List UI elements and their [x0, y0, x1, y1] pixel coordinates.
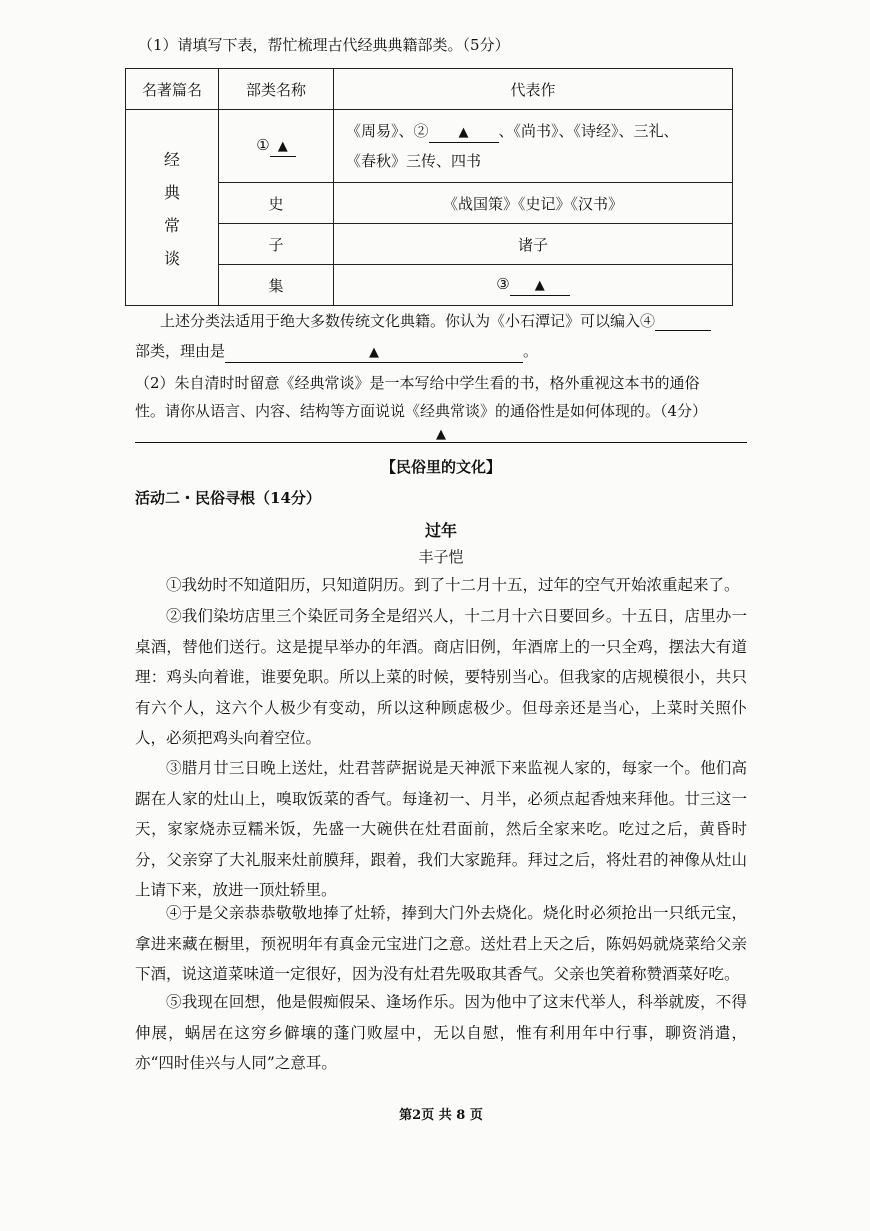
follow-up-text: 。 — [523, 342, 539, 360]
table-header-row — [126, 69, 733, 110]
answer-blank-reason[interactable] — [225, 342, 523, 363]
section-title: 【民俗里的文化】 — [380, 458, 501, 476]
follow-up-line-2 — [135, 340, 538, 363]
table-row — [126, 110, 733, 183]
answer-blank-1[interactable] — [270, 136, 296, 157]
essay-paragraph-1: ①我幼时不知道阳历，只知道阴历。到了十二月十五，过年的空气开始浓重起来了。 — [166, 576, 740, 594]
answer-blank-3[interactable] — [510, 275, 570, 296]
essay-author: 丰子恺 — [418, 548, 464, 566]
essay-title: 过年 — [424, 521, 457, 540]
book-char: 谈 — [163, 248, 180, 268]
book-char: 典 — [163, 182, 180, 202]
header-representative: 代表作 — [334, 69, 733, 110]
page-footer: 第2页 共 8 页 — [399, 1108, 483, 1123]
representative-cell-3: 诸子 — [334, 224, 733, 265]
answer-blank-2[interactable] — [429, 122, 499, 143]
rep-text: 《春秋》三传、四书 — [346, 152, 482, 170]
header-book: 名著篇名 — [126, 69, 219, 110]
essay-paragraph-5: ⑤我现在回想，他是假痴假呆、逢场作乐。因为他中了这末代举人，科举就废，不得伸展，蜗居在这穷乡僻壤的蓬门败屋中，无以自慰，惟有利用年中行事，聊资消遣，亦“四时佳兴与人同”之意耳。 — [135, 993, 747, 1072]
question-2-line-2: 性。请你从语言、内容、结构等方面说说《经典常谈》的通俗性是如何体现的。（4分） — [135, 402, 708, 420]
rep-text: 《周易》、② — [346, 122, 429, 140]
book-name-cell — [126, 110, 219, 306]
representative-cell-4 — [334, 265, 733, 306]
blank-number-3: ③ — [496, 274, 510, 293]
header-category: 部类名称 — [219, 69, 334, 110]
essay-paragraph-2: ②我们染坊店里三个染匠司务全是绍兴人，十二月十六日要回乡。十五日，店里办一桌酒，替他们送行。这是提早举办的年酒。商店旧例，年酒席上的一只全鸡，摆法大有道理：鸡头向着谁，谁要免职。所以上菜的时候，要特别当心。但我家的店规模很小，共只有六个人，这六个人极少有变动，所以这种顾虑极少。但母亲还是当心，上菜时关照仆人，必须把鸡头向着空位。 — [135, 607, 747, 747]
activity-heading: 活动二・民俗寻根（14分） — [135, 489, 321, 507]
category-cell-4: 集 — [219, 265, 334, 306]
representative-cell-2: 《战国策》《史记》《汉书》 — [334, 183, 733, 224]
category-cell-1 — [219, 110, 334, 183]
blank-number-1: ① — [256, 135, 270, 154]
answer-blank-4[interactable] — [655, 312, 711, 331]
follow-up-line-1 — [160, 310, 711, 331]
follow-up-text: 部类，理由是 — [135, 342, 226, 360]
triangle-icon: ▲ — [369, 345, 380, 360]
triangle-icon: ▲ — [458, 125, 469, 140]
category-cell-2: 史 — [219, 183, 334, 224]
classics-table — [125, 68, 733, 306]
follow-up-text: 上述分类法适用于绝大多数传统文化典籍。你认为《小石潭记》可以编入④ — [160, 312, 656, 330]
representative-cell-1 — [334, 110, 733, 183]
answer-line-q2[interactable] — [135, 424, 747, 443]
book-char: 经 — [163, 149, 180, 169]
book-char: 常 — [163, 215, 180, 235]
question-2-line-1: （2）朱自清时时留意《经典常谈》是一本写给中学生看的书，格外重视这本书的通俗 — [135, 374, 700, 392]
triangle-icon: ▲ — [534, 277, 545, 293]
category-cell-3: 子 — [219, 224, 334, 265]
rep-text: 、《尚书》、《诗经》、三礼、 — [498, 122, 679, 140]
essay-paragraph-3: ③腊月廿三日晚上送灶，灶君菩萨据说是天神派下来监视人家的，每家一个。他们高踞在人家的灶山上，嗅取饭菜的香气。每逢初一、月半，必须点起香烛来拜他。廿三这一天，家家烧赤豆糯米饭，先盛一大碗供在灶君面前，然后全家来吃。吃过之后，黄昏时分，父亲穿了大礼服来灶前膜拜，跟着，我们大家跪拜。拜过之后，将灶君的神像从灶山上请下来，放进一顶灶轿里。 — [135, 759, 747, 899]
question-1-prompt: （1）请填写下表，帮忙梳理古代经典典籍部类。（5分） — [138, 36, 510, 54]
triangle-icon: ▲ — [436, 427, 446, 442]
triangle-icon: ▲ — [277, 138, 288, 154]
essay-paragraph-4: ④于是父亲恭恭敬敬地捧了灶轿，捧到大门外去烧化。烧化时必须抢出一只纸元宝，拿进来藏在橱里，预祝明年有真金元宝进门之意。送灶君上天之后，陈妈妈就烧菜给父亲下酒，说这道菜味道一定很好，因为没有灶君先吸取其香气。父亲也笑着称赞酒菜好吃。 — [135, 904, 747, 983]
